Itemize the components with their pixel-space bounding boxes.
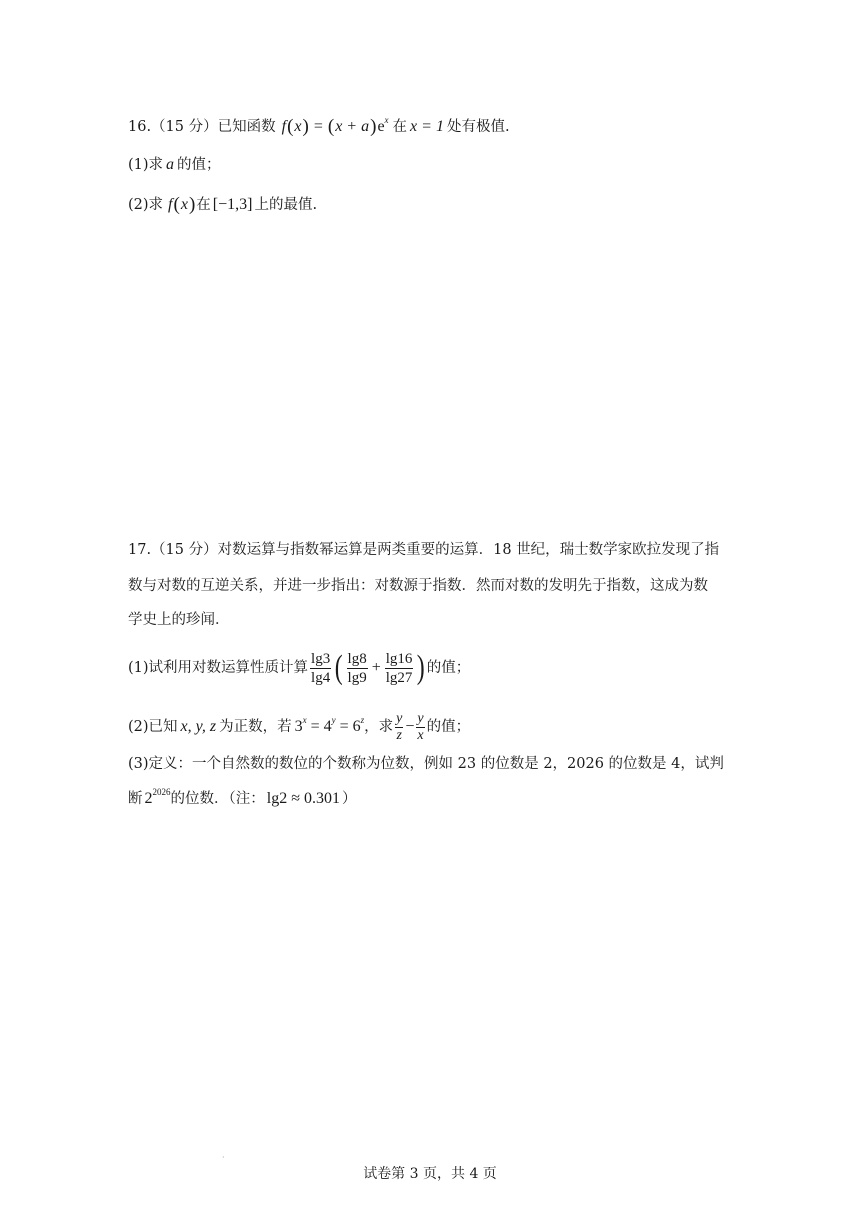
q16-mid: 在: [392, 119, 408, 135]
q17-part2-vars: x, y, z: [180, 718, 217, 735]
q17-part1-frac1-num: lg3: [311, 650, 331, 667]
q16-part1-suffix: 的值；: [177, 157, 221, 173]
q16-var-x: x: [294, 118, 302, 135]
q17-part1-plus: +: [371, 659, 381, 676]
scan-dot-mark: ·: [222, 1153, 225, 1162]
q17-part2-frac2-num: y: [417, 710, 424, 726]
q17-part1-frac3: [385, 650, 414, 687]
q16-part2-func-f: f: [168, 196, 173, 213]
q16-part2-prefix: (2)求: [128, 197, 164, 213]
q17-part1-left-paren: (: [334, 649, 343, 686]
q17-part1-frac3-den: lg27: [385, 669, 413, 686]
q17-part2-frac2-den: x: [417, 727, 424, 743]
q17-part3-prefix: 断: [128, 791, 143, 807]
q16-tail: 处有极值.: [446, 119, 510, 135]
q17-part1-frac3-num: lg16: [385, 650, 413, 667]
q17-part3-base: 2: [144, 790, 153, 807]
q16-head: 16.（15 分）已知函数: [128, 119, 276, 135]
q17-part1-suffix: 的值；: [426, 660, 471, 676]
page-footer: 试卷第 3 页，共 4 页: [363, 1166, 497, 1182]
q17-part3-line1: (3)定义：一个自然数的数位的个数称为位数，例如 23 的位数是 2，2026 的位数是 4，试判: [128, 756, 724, 772]
q17-part1-frac2-num: lg8: [347, 650, 367, 667]
q16-part2-mid: 在: [196, 197, 211, 213]
q16-part2-suffix: 上的最值.: [254, 197, 318, 213]
q17-intro-line3: 学史上的珍闻．: [128, 612, 230, 628]
q16-part2-paren-open: (: [173, 194, 180, 215]
q17-part1-frac2-den: lg9: [347, 669, 367, 686]
q17-part3-suffix: ）: [341, 791, 357, 807]
q17-part2-base2: = 4: [306, 718, 332, 735]
q16-part1-var: a: [166, 156, 175, 173]
q17-part2-base1: 3: [294, 718, 303, 735]
q16-part2: [128, 194, 317, 216]
q16-part1-prefix: (1)求: [128, 157, 164, 173]
q17-part2-suffix: 的值；: [426, 719, 471, 735]
q16-part2-interval: [−1,3]: [212, 196, 253, 213]
q16-stem: [128, 116, 510, 138]
q17-part2-exp3: z: [360, 715, 365, 725]
q17-intro-line2: 数与对数的互逆关系，并进一步指出：对数源于指数．然而对数的发明先于指数，这成为数: [128, 578, 708, 594]
q16-expr-x-plus: x +: [335, 118, 362, 135]
q16-part2-paren-close: ): [188, 194, 196, 215]
q16-part1: [128, 154, 221, 176]
q17-part2-frac1-den: z: [396, 727, 402, 743]
q17-intro-line1: 17.（15 分）对数运算与指数幂运算是两类重要的运算．18 世纪，瑞士数学家欧拉发现了指: [128, 542, 720, 558]
q17-part2-base3: = 6: [335, 718, 361, 735]
q16-equals: =: [313, 118, 323, 135]
q17-part1-frac1: [310, 650, 331, 687]
q17-part1: [128, 648, 470, 688]
q16-expr-a: a: [361, 118, 370, 135]
q17-part2-mid: 为正数，若: [219, 719, 292, 735]
q16-part2-var-x: x: [180, 196, 188, 213]
q17-part2-prefix: (2)已知: [128, 719, 178, 735]
q16-expr-e: e: [377, 118, 385, 135]
q17-part1-right-paren: ): [417, 649, 426, 686]
q17-part2-frac2: [416, 711, 424, 744]
q17-part3-mid: 的位数．（注：: [170, 791, 265, 807]
q17-part2-exp2: y: [331, 715, 336, 725]
q17-part1-frac1-den: lg4: [311, 669, 331, 686]
q17-part2-frac1-num: y: [396, 710, 403, 726]
q17-part3-exp: 2026: [152, 787, 171, 797]
q16-expr-paren-open: (: [327, 116, 335, 137]
q16-condition: x = 1: [410, 118, 444, 135]
q16-expr-paren-close: ): [370, 116, 377, 137]
q17-part2-frac1: [395, 711, 403, 744]
q17-part1-prefix: (1)试利用对数运算性质计算: [128, 660, 309, 676]
q17-part3-line2: [128, 788, 356, 810]
q17-part2-minus: −: [405, 718, 415, 735]
q16-expr-e-sup: x: [384, 115, 389, 125]
q17-part1-frac2: [347, 650, 368, 687]
q17-part2-ask: ，求: [364, 719, 394, 735]
q17-part3-note: lg2 ≈ 0.301: [266, 790, 340, 807]
q16-paren-open: (: [287, 116, 294, 137]
q17-part2: [128, 709, 470, 745]
q16-paren-close: ): [302, 116, 309, 137]
q17-part2-exp1: x: [302, 715, 307, 725]
q16-func-f: f: [281, 118, 287, 135]
